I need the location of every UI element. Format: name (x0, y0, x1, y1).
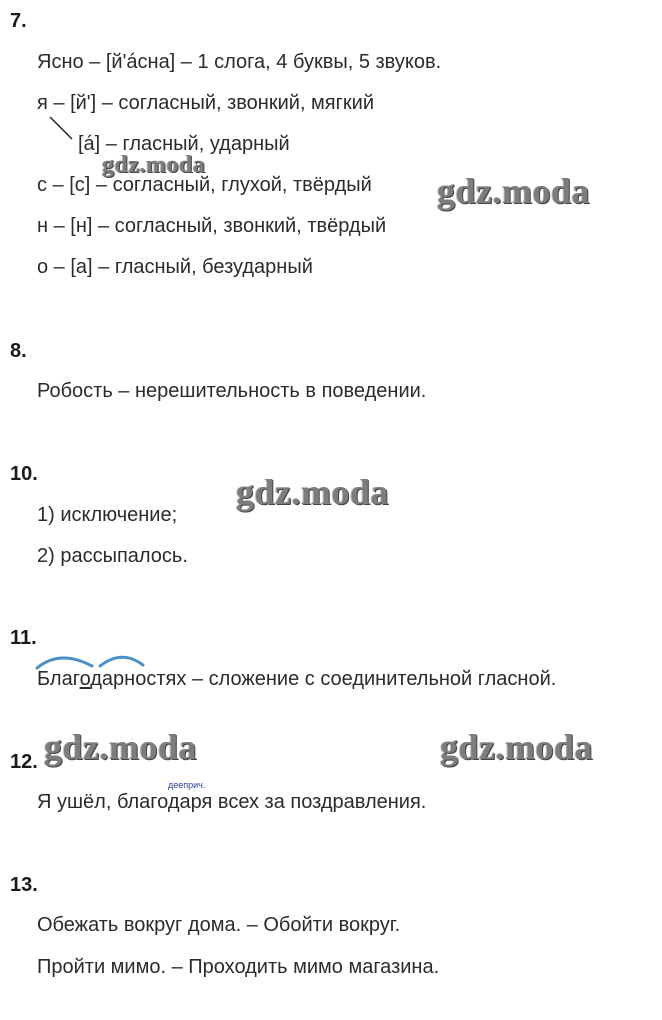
exercise-11-number: 11. (10, 627, 37, 649)
exercise-13-line-2: Пройти мимо. – Проходить мимо магазина. (37, 956, 440, 978)
exercise-7-line-3: [á] – гласный, ударный (78, 133, 290, 155)
watermark-logo: gdz.moda (236, 472, 390, 512)
root-arc-1 (37, 658, 92, 668)
exercise-11-line-1 (37, 668, 556, 691)
exercise-7-line-4: с – [с] – согласный, глухой, твёрдый (37, 174, 372, 196)
watermark-logo: gdz.moda (102, 152, 206, 178)
exercise-13-line-1: Обежать вокруг дома. – Обойти вокруг. (37, 914, 401, 936)
exercise-7-line-5: н – [н] – согласный, звонкий, твёрдый (37, 215, 387, 237)
exercise-8-number: 8. (10, 340, 27, 362)
exercise-12-number: 12. (10, 751, 38, 773)
watermark-logo: gdz.moda (44, 727, 198, 767)
exercise-7-line-1: Ясно – [й'áсна] – 1 слога, 4 буквы, 5 звуков. (37, 51, 442, 73)
exercise-10-number: 10. (10, 463, 38, 485)
gerund-note: дееприч. (168, 780, 206, 790)
exercise-10-line-2: 2) рассыпалось. (37, 545, 188, 567)
word-root-2: дарностях (90, 668, 187, 690)
watermark-logo: gdz.moda (437, 171, 591, 211)
root-arc-2 (100, 657, 143, 666)
exercise-10-line-1: 1) исключение; (37, 504, 178, 526)
exercise-11-explanation: – сложение с соединительной гласной. (186, 668, 557, 690)
connecting-vowel: о (79, 668, 91, 690)
watermark-logo: gdz.moda (440, 727, 594, 767)
exercise-12-line-1: Я ушёл, благодаря всех за поздравления. (37, 791, 427, 813)
exercise-8-line-1: Робость – нерешительность в поведении. (37, 380, 427, 402)
exercise-7-line-6: о – [а] – гласный, безударный (37, 256, 313, 278)
word-root-1: Благ (37, 668, 80, 690)
exercise-7-line-2: я – [й'] – согласный, звонкий, мягкий (37, 92, 375, 114)
exercise-13-number: 13. (10, 874, 38, 896)
exercise-7-number: 7. (10, 10, 27, 32)
